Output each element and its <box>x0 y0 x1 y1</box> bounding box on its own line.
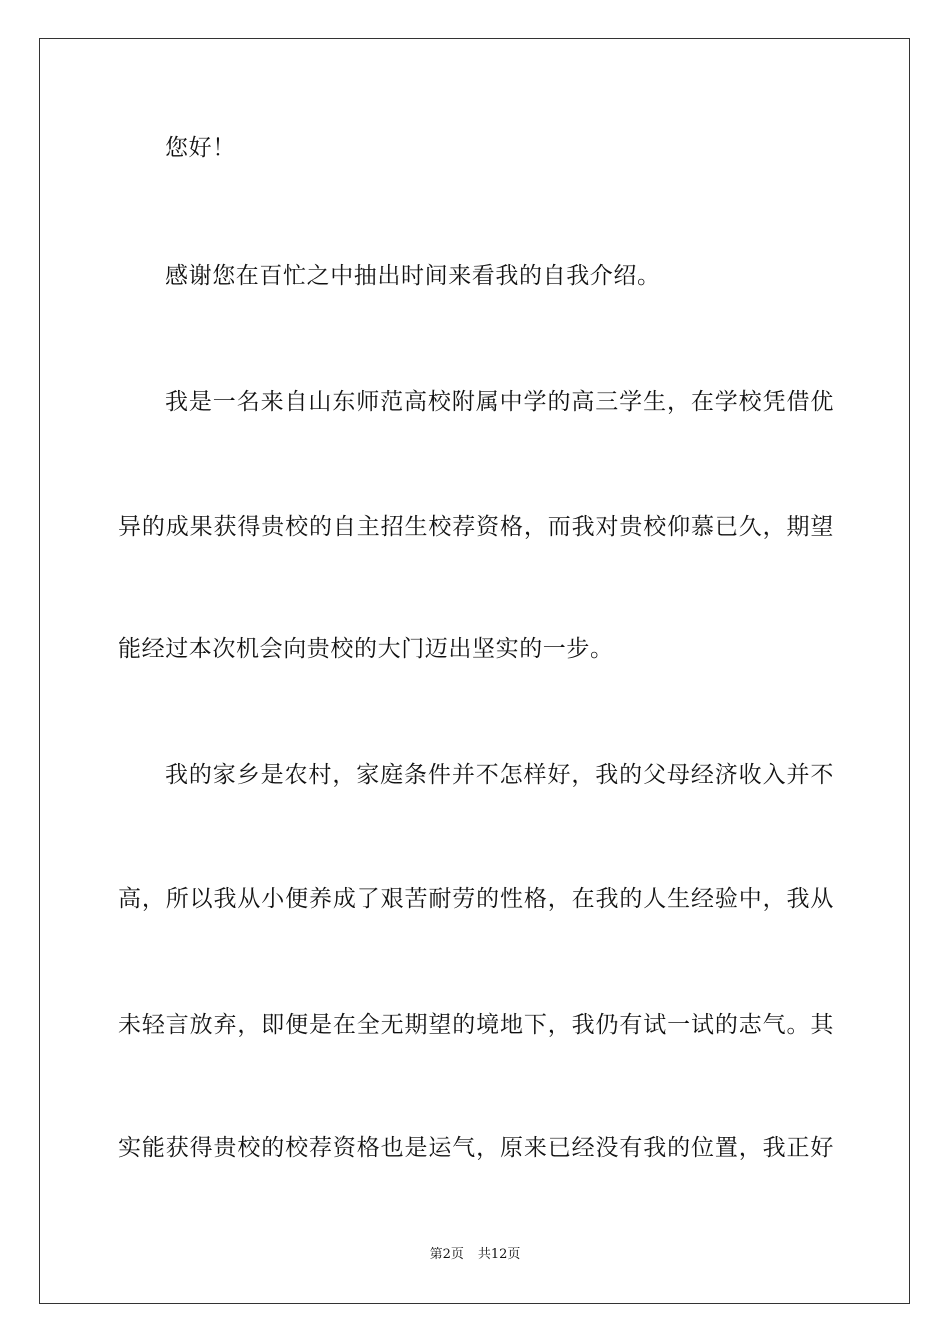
page-border <box>39 38 910 1304</box>
paragraph-line: 能经过本次机会向贵校的大门迈出坚实的一步。 <box>118 636 614 662</box>
page-number: 第2页 <box>429 1247 464 1262</box>
paragraph-line: 实能获得贵校的校荐资格也是运气，原来已经没有我的位置，我正好 <box>118 1135 834 1161</box>
paragraph-line: 我的家乡是农村，家庭条件并不怎样好，我的父母经济收入并不 <box>165 762 834 788</box>
page-total: 共12页 <box>477 1247 521 1262</box>
paragraph-line: 高，所以我从小便养成了艰苦耐劳的性格，在我的人生经验中，我从 <box>118 886 834 912</box>
paragraph-line: 我是一名来自山东师范高校附属中学的高三学生，在学校凭借优 <box>165 389 834 415</box>
paragraph-line: 未轻言放弃，即便是在全无期望的境地下，我仍有试一试的志气。其 <box>118 1012 834 1038</box>
page-footer <box>0 1246 950 1264</box>
greeting-line: 您好！ <box>165 135 236 161</box>
paragraph-line: 感谢您在百忙之中抽出时间来看我的自我介绍。 <box>165 263 661 289</box>
paragraph-line: 异的成果获得贵校的自主招生校荐资格，而我对贵校仰慕已久，期望 <box>118 514 834 540</box>
